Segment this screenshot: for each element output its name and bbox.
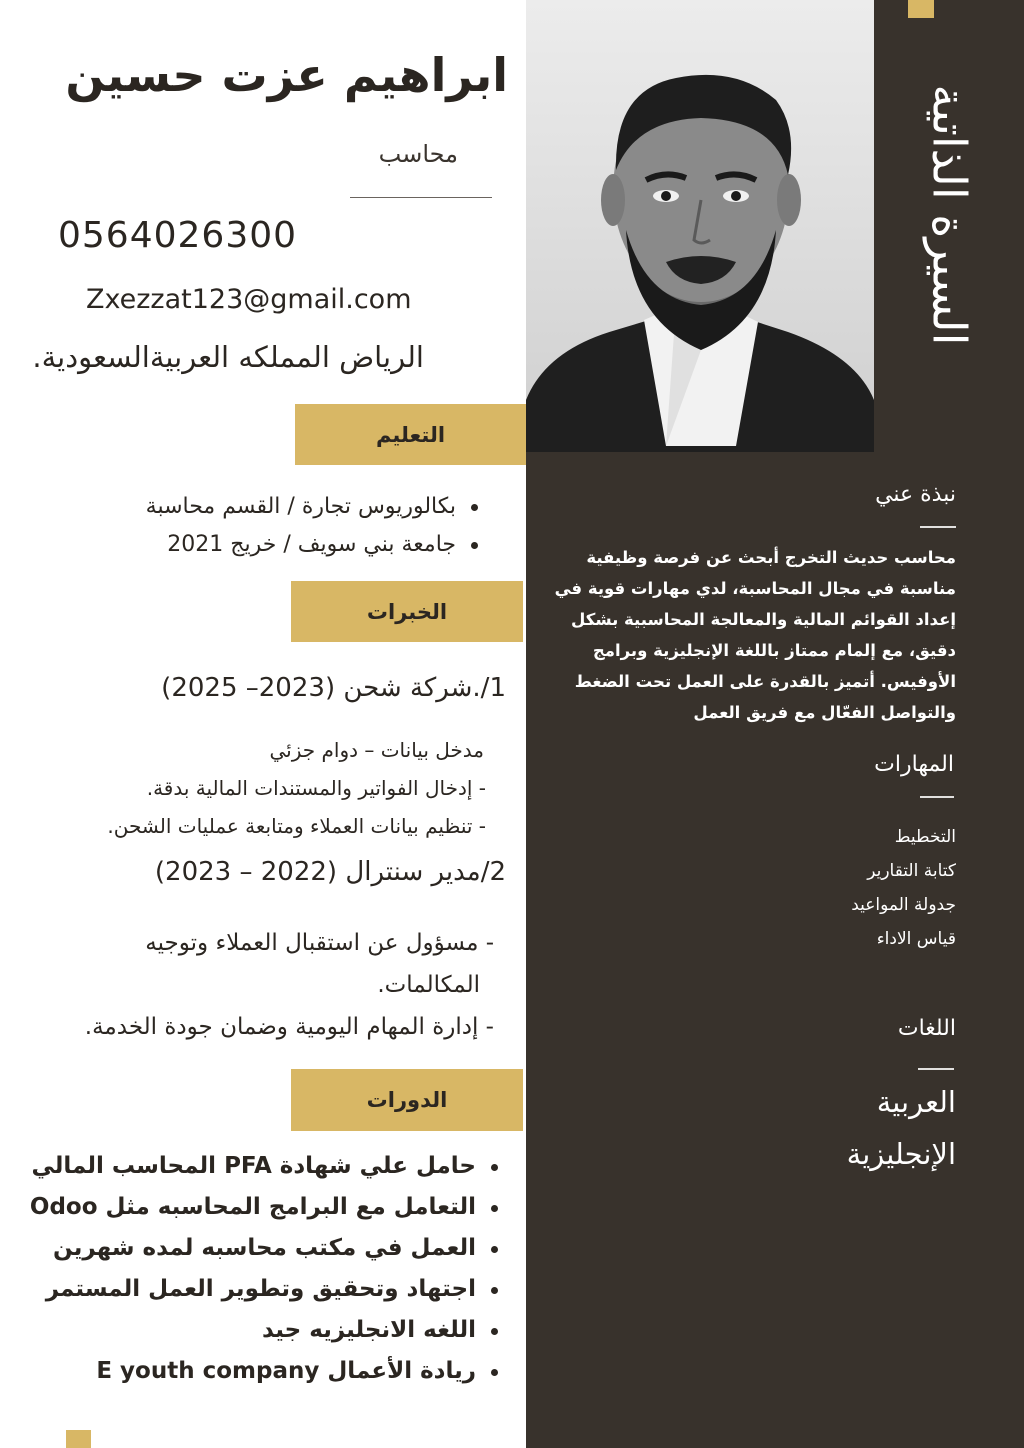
course-item: اللغه الانجليزيه جيد [30, 1310, 502, 1351]
skills-divider [920, 796, 954, 798]
experience-2-line: - مسؤول عن استقبال العملاء وتوجيه [145, 930, 494, 956]
about-text [546, 542, 956, 728]
education-list [146, 488, 482, 564]
course-item: ريادة الأعمال E youth company [30, 1351, 502, 1392]
about-line: والتواصل الفعّال مع فريق العمل [693, 703, 956, 722]
about-heading: نبذة عني [875, 482, 956, 507]
skills-list [851, 820, 956, 956]
experience-1-role: مدخل بيانات – دوام جزئي [269, 738, 484, 762]
about-line: دقيق، مع إلمام ممتاز باللغة الإنجليزية وبرامج [592, 641, 956, 660]
courses-list [30, 1146, 502, 1392]
skills-heading: المهارات [874, 752, 954, 777]
about-line: إعداد القوائم المالية والمعالجة المحاسبية بشكل [571, 610, 956, 629]
person-name: ابراهيم عزت حسين [65, 48, 508, 102]
skill-item: كتابة التقارير [867, 861, 956, 881]
gold-accent-top [908, 0, 934, 18]
experience-1-details [107, 769, 486, 845]
courses-heading: الدورات [291, 1069, 523, 1131]
experience-2-details [24, 922, 494, 1048]
education-item: بكالوريوس تجارة / القسم محاسبة [146, 488, 482, 526]
profile-photo-illustration [526, 0, 874, 452]
experience-1-title: 1/.شركة شحن (2023– 2025) [161, 673, 506, 703]
language-item: الإنجليزية [846, 1137, 956, 1171]
education-heading: التعليم [295, 404, 526, 465]
email-address: Zxezzat123@gmail.com [86, 284, 412, 315]
experience-2-title: 2/مدير سنترال (2022 – 2023) [154, 857, 506, 887]
skill-item: قياس الاداء [876, 929, 956, 949]
job-title-divider [350, 197, 492, 198]
course-item: التعامل مع البرامج المحاسبه مثل Odoo [30, 1187, 502, 1228]
experience-heading: الخبرات [291, 581, 523, 642]
about-line: مناسبة في مجال المحاسبة، لدي مهارات قوية في [554, 579, 956, 598]
education-item: جامعة بني سويف / خريج 2021 [146, 526, 482, 564]
about-line: الأوفيس. أتميز بالقدرة على العمل تحت الضغط [574, 672, 956, 691]
languages-heading: اللغات [897, 1016, 956, 1041]
vertical-cv-title [874, 40, 1024, 390]
phone-number: 0564026300 [58, 215, 298, 256]
course-item: العمل في مكتب محاسبه لمده شهرين [30, 1228, 502, 1269]
language-item: العربية [876, 1085, 956, 1119]
languages-divider [918, 1068, 954, 1070]
address: الرياض المملكه العربيةالسعودية. [32, 340, 424, 374]
about-line: محاسب حديث التخرج أبحث عن فرصة وظيفية [586, 548, 956, 567]
job-title: محاسب [378, 140, 458, 168]
languages-list [847, 1076, 956, 1180]
experience-1-line: - تنظيم بيانات العملاء ومتابعة عمليات الشحن. [107, 814, 486, 838]
skill-item: التخطيط [894, 827, 956, 847]
experience-2-line: المكالمات. [377, 972, 480, 998]
experience-1-line: - إدخال الفواتير والمستندات المالية بدقة. [146, 776, 486, 800]
skill-item: جدولة المواعيد [851, 895, 956, 915]
course-item: حامل علي شهادة PFA المحاسب المالي [30, 1146, 502, 1187]
profile-photo [526, 0, 874, 452]
cv-title-text: السيرة الذاتية [922, 84, 977, 346]
experience-2-line: - إدارة المهام اليومية وضمان جودة الخدمة. [84, 1014, 494, 1040]
about-divider [920, 526, 956, 528]
course-item: اجتهاد وتحقيق وتطوير العمل المستمر [30, 1269, 502, 1310]
gold-accent-bottom [66, 1430, 91, 1448]
